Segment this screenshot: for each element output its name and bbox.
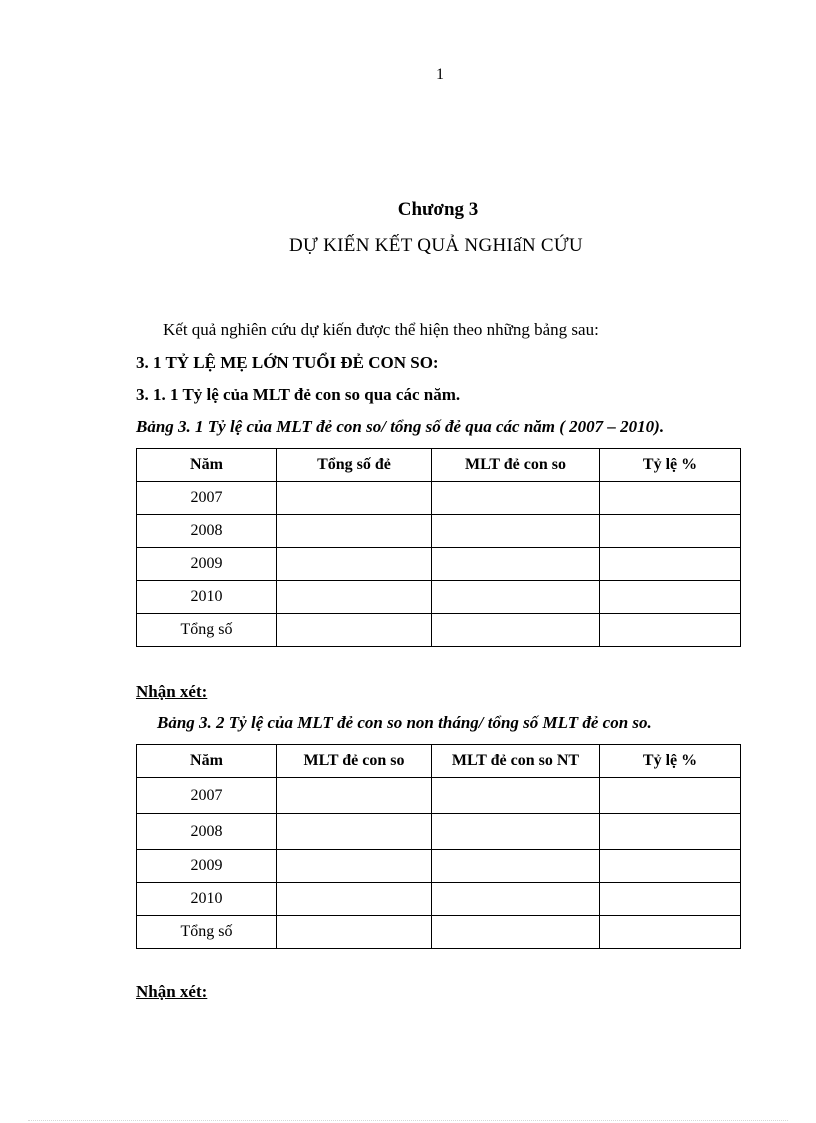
table-cell: [277, 883, 432, 916]
table2: [136, 744, 741, 949]
table1-header-cell: Năm: [137, 449, 277, 482]
table-row: [137, 515, 741, 548]
table-cell: [432, 778, 600, 814]
page-bottom-divider: [28, 1120, 788, 1121]
intro-paragraph: Kết quả nghiên cứu dự kiến được thể hiện theo những bảng sau:: [163, 320, 599, 339]
table-cell: [600, 778, 741, 814]
table2-year-cell: 2008: [137, 814, 277, 850]
table-row: [137, 548, 741, 581]
table1-year-cell: 2010: [137, 581, 277, 614]
table1-total-cell: Tổng số: [137, 614, 277, 647]
page-number: 1: [436, 66, 444, 83]
table-cell: [277, 850, 432, 883]
table-cell: [277, 515, 432, 548]
section-heading: 3. 1 TỶ LỆ MẸ LỚN TUỔI ĐẺ CON SO:: [136, 353, 439, 372]
table-cell: [432, 850, 600, 883]
table-cell: [277, 778, 432, 814]
table-row: [137, 916, 741, 949]
table1: [136, 448, 741, 647]
table-cell: [277, 916, 432, 949]
table-cell: [600, 814, 741, 850]
table1-caption: Bảng 3. 1 Tỷ lệ của MLT đẻ con so/ tổng số đẻ qua các năm ( 2007 – 2010).: [136, 417, 665, 436]
table-cell: [600, 515, 741, 548]
table-row: [137, 814, 741, 850]
table-cell: [600, 548, 741, 581]
table-cell: [432, 581, 600, 614]
subsection-heading: 3. 1. 1 Tỷ lệ của MLT đẻ con so qua các năm.: [136, 385, 461, 404]
table-row: [137, 883, 741, 916]
table-cell: [432, 883, 600, 916]
table-cell: [432, 916, 600, 949]
table-cell: [432, 482, 600, 515]
table1-header-row: [137, 449, 741, 482]
table1-header-cell: MLT đẻ con so: [432, 449, 600, 482]
table-cell: [600, 581, 741, 614]
table-row: [137, 614, 741, 647]
table-cell: [600, 850, 741, 883]
table2-header-row: [137, 745, 741, 778]
table-cell: [432, 515, 600, 548]
table-cell: [432, 814, 600, 850]
table2-total-cell: Tổng số: [137, 916, 277, 949]
table1-header-cell: Tổng số đẻ: [277, 449, 432, 482]
table-cell: [600, 883, 741, 916]
table2-year-cell: 2009: [137, 850, 277, 883]
table-cell: [600, 482, 741, 515]
table-cell: [277, 614, 432, 647]
table-cell: [600, 916, 741, 949]
table2-year-cell: 2010: [137, 883, 277, 916]
table-cell: [277, 482, 432, 515]
remark-label: Nhận xét:: [136, 982, 208, 1001]
chapter-label: Chương 3: [397, 199, 479, 220]
table-cell: [277, 548, 432, 581]
table1-year-cell: 2007: [137, 482, 277, 515]
remark-label: Nhận xét:: [136, 682, 208, 701]
table-cell: [277, 581, 432, 614]
chapter-title: DỰ KIẾN KẾT QUẢ NGHIấN CỨU: [289, 235, 583, 256]
table2-year-cell: 2007: [137, 778, 277, 814]
table1-header-cell: Tỷ lệ %: [600, 449, 741, 482]
table1-year-cell: 2008: [137, 515, 277, 548]
table-cell: [600, 614, 741, 647]
table2-header-cell: Tỷ lệ %: [600, 745, 741, 778]
table2-header-cell: MLT đẻ con so: [277, 745, 432, 778]
table2-header-cell: Năm: [137, 745, 277, 778]
table-row: [137, 581, 741, 614]
table-cell: [432, 614, 600, 647]
table-row: [137, 482, 741, 515]
table1-year-cell: 2009: [137, 548, 277, 581]
table2-header-cell: MLT đẻ con so NT: [432, 745, 600, 778]
table2-caption: Bảng 3. 2 Tỷ lệ của MLT đẻ con so non tháng/ tổng số MLT đẻ con so.: [157, 713, 652, 732]
table-row: [137, 850, 741, 883]
table-cell: [277, 814, 432, 850]
table-row: [137, 778, 741, 814]
table-cell: [432, 548, 600, 581]
